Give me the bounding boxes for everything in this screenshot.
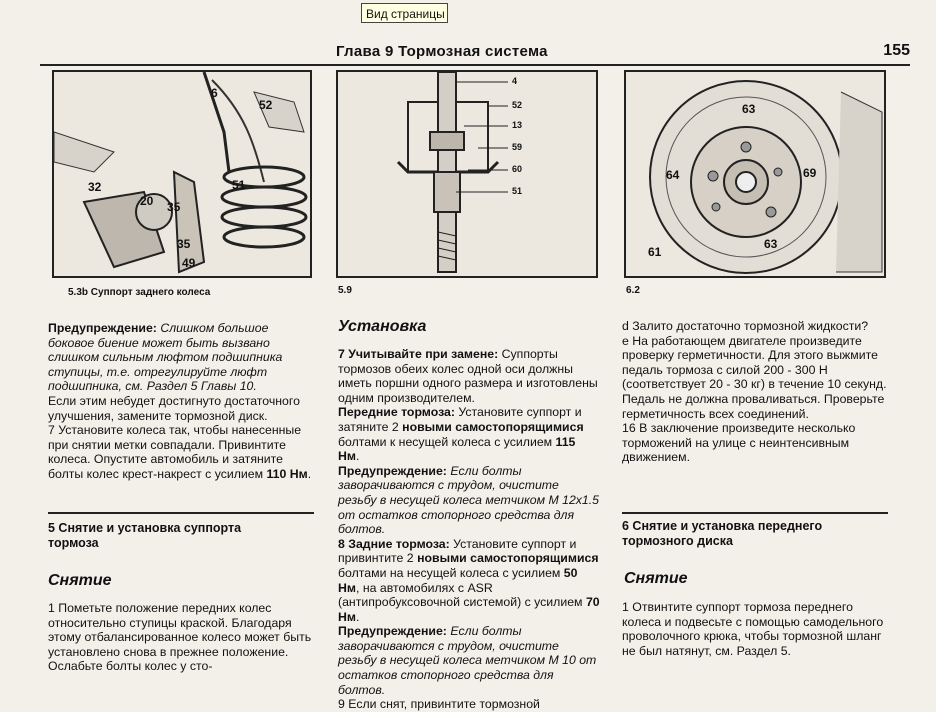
warning-label: Предупреждение: bbox=[338, 624, 447, 639]
paragraph-text: Установите суппорт и затяните 2 bbox=[338, 405, 582, 434]
figure-brake-disc bbox=[624, 70, 886, 278]
text-column-3-bottom bbox=[622, 600, 888, 658]
warning-text: Если болты заворачиваются с трудом, очистите резьбу в несущей колеса метчиком М 12х1.5 от остатков стопорного средства для болтов. bbox=[338, 463, 600, 537]
fig1-label: 6 bbox=[211, 86, 218, 100]
section-heading: Установка bbox=[338, 318, 427, 335]
paragraph: 8 Задние тормоза: Установите суппорт и привинтите 2 новыми самостопорящимися болтами на несущей колеса с усилием 50 Нм, на автомобилях с ASR (антипробуксовочной системой) с усилием 70 Нм. bbox=[338, 536, 600, 624]
paragraph-text: Суппорты тормозов обеих колес одной оси должны иметь поршни одного размера и изготовлены одним производителем. bbox=[338, 347, 598, 405]
bold-label: 8 Задние тормоза: bbox=[338, 536, 450, 551]
fig3-label: 61 bbox=[648, 245, 662, 259]
section-heading: Снятие bbox=[624, 570, 688, 587]
figure-caption: 6.2 bbox=[626, 285, 640, 296]
text-column-1-bottom bbox=[48, 601, 314, 674]
figure-caption: 5.9 bbox=[338, 285, 352, 296]
paragraph-text: Установите суппорт и привинтите 2 bbox=[338, 536, 577, 566]
bold-text: новыми самостопорящимися bbox=[417, 551, 599, 566]
page-header bbox=[40, 40, 910, 66]
paragraph: е На работающем двигателе произведите проверку герметичности. Для этого выжмите педаль тормоза с силой 200 - 300 Н (соответствует 20 - 30 кг) в течение 10 секунд. Педаль не должна проваливаться. Проверьте герметичность всех соединений. bbox=[622, 333, 887, 421]
figure-spring-tool bbox=[336, 70, 598, 278]
fig1-label: 49 bbox=[182, 256, 196, 270]
fig1-label: 52 bbox=[259, 98, 273, 112]
paragraph: 9 Если снят, привинтите тормозной bbox=[338, 697, 540, 712]
paragraph-text: 7 Установите колеса так, чтобы нанесенные при снятии метки совпадали. Привинтите колеса. Опустите автомобиль и затяните болты колес крест-накрест с усилием bbox=[48, 423, 302, 481]
paragraph: Если этим небудет достигнуто достаточного улучшения, замените тормозной диск. bbox=[48, 393, 300, 423]
bold-label: 7 Учитывайте при замене: bbox=[338, 347, 499, 361]
section-title: 5 Снятие и установка суппорта тормоза bbox=[48, 521, 242, 550]
warning-label: Предупреждение: bbox=[338, 463, 447, 478]
fig1-label: 51 bbox=[232, 178, 246, 192]
fig2-label: 60 bbox=[512, 164, 523, 174]
torque-value: 70 Нм bbox=[338, 595, 600, 624]
fig3-label: 63 bbox=[764, 237, 778, 251]
fig1-label: 32 bbox=[88, 180, 102, 194]
text-column-3 bbox=[622, 319, 888, 465]
fig2-label: 51 bbox=[512, 186, 523, 196]
bold-text: новыми самостопорящимися bbox=[402, 419, 584, 434]
spring-tool-drawing bbox=[338, 72, 596, 276]
text-column-2 bbox=[338, 347, 600, 712]
chapter-title: Глава 9 Тормозная система bbox=[336, 43, 548, 60]
paragraph-text: , на автомобилях с ASR (антипробуксовочной системой) с усилием bbox=[338, 580, 583, 610]
fig3-label: 64 bbox=[666, 168, 680, 182]
section-heading: Снятие bbox=[48, 572, 112, 589]
view-tooltip: Вид страницы bbox=[361, 3, 448, 23]
text-column-1 bbox=[48, 321, 314, 482]
fig1-label: 35 bbox=[177, 237, 191, 251]
warning-paragraph bbox=[338, 624, 600, 697]
paragraph: Передние тормоза: Установите суппорт и затяните 2 новыми самостопорящимися болтами к несущей колеса с усилием 115 Нм. bbox=[338, 405, 584, 464]
paragraph: 1 Отвинтите суппорт тормоза переднего колеса и подвесьте с помощью самодельного проволочного крюка, чтобы тормозной шланг не был натянут, см. Раздел 5. bbox=[622, 600, 884, 658]
warning-text: Слишком большое боковое биение может быть вызвано слишком сильным люфтом подшипника ступицы, т.е. отрегулируйте люфт подшипника, см. Раздел 5 Главы 10. bbox=[48, 321, 283, 394]
fig2-label: 4 bbox=[512, 76, 518, 86]
paragraph: 16 В заключение произведите несколько торможений на улице с неинтенсивным движением. bbox=[622, 421, 856, 465]
figure-caption: 5.3b Суппорт заднего колеса bbox=[68, 287, 211, 298]
fig2-label: 59 bbox=[512, 142, 523, 152]
section-title: 6 Снятие и установка переднего тормозного диска bbox=[622, 519, 823, 548]
fig1-label: 35 bbox=[167, 200, 181, 214]
paragraph: d Залито достаточно тормозной жидкости? bbox=[622, 319, 869, 333]
paragraph bbox=[338, 347, 600, 405]
fig2-label: 52 bbox=[512, 100, 523, 110]
paragraph-text: болтами на несущей колеса с усилием bbox=[338, 565, 561, 580]
torque-value: 110 Нм bbox=[266, 466, 308, 481]
warning-label: Предупреждение: bbox=[48, 321, 157, 335]
warning-paragraph bbox=[338, 464, 600, 537]
warning-paragraph bbox=[48, 321, 314, 394]
figure-rear-caliper bbox=[52, 70, 312, 278]
section-rule bbox=[622, 512, 888, 514]
fig2-label: 13 bbox=[512, 120, 523, 130]
torque-value: 115 Нм bbox=[338, 434, 576, 464]
warning-text: Если болты заворачиваются с трудом, очистите резьбу в несущей колеса метчиком М 10 от остатков стопорного средства для болтов. bbox=[338, 624, 597, 697]
fig3-label: 69 bbox=[803, 166, 817, 180]
paragraph: 7 Установите колеса так, чтобы нанесенные при снятии метки совпадали. Привинтите колеса. Опустите автомобиль и затяните болты колес крест-накрест с усилием 110 Нм. bbox=[48, 423, 312, 481]
section-rule bbox=[48, 512, 314, 514]
fig3-label: 63 bbox=[742, 102, 756, 116]
paragraph-text: болтами к несущей колеса с усилием bbox=[338, 434, 553, 449]
paragraph: 1 Пометьте положение передних колес относительно ступицы краской. Благодаря этому отбалансированное колесо может быть установлено снова в прежнее положение. Ослабьте болты колес у сто- bbox=[48, 601, 312, 674]
torque-value: 50 Нм bbox=[338, 565, 578, 595]
page-number: 155 bbox=[883, 42, 910, 59]
fig1-label: 20 bbox=[140, 194, 154, 208]
bold-label: Передние тормоза: bbox=[338, 405, 455, 420]
